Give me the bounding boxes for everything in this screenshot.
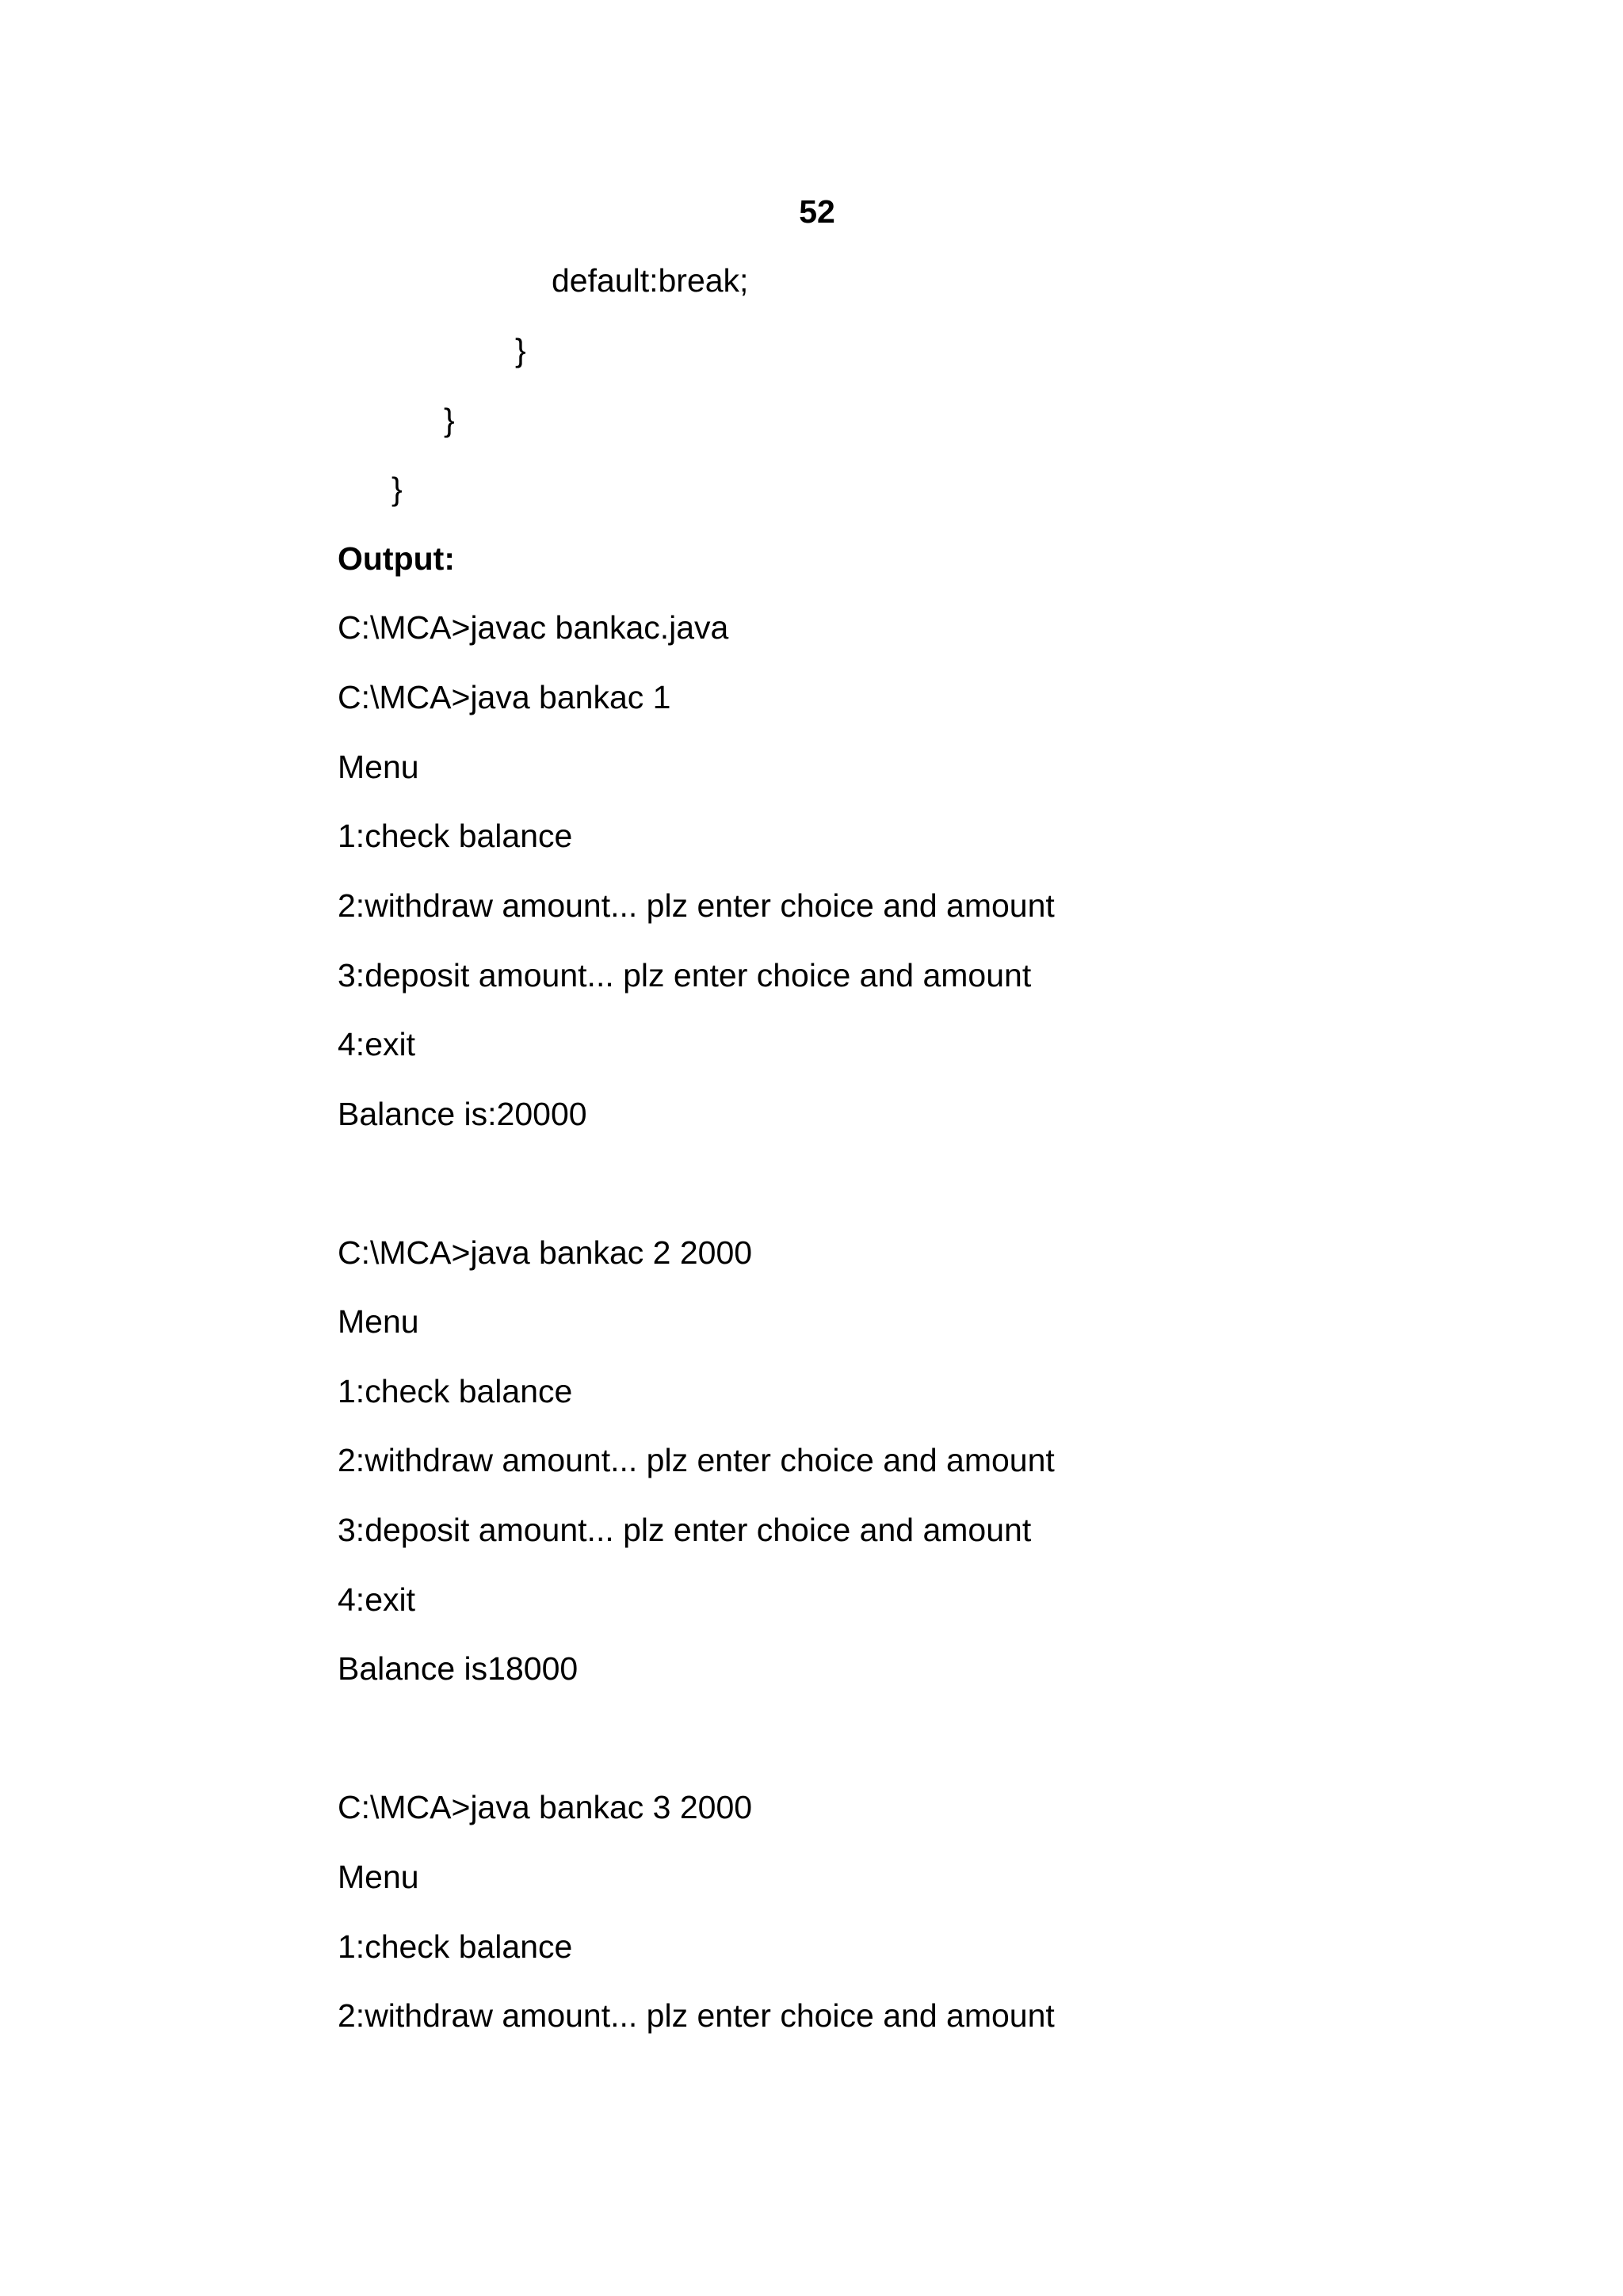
- session1-menu-item-2: 2:withdraw amount... plz enter choice and amount: [338, 887, 1055, 924]
- output-heading: Output:: [338, 540, 455, 577]
- session2-run-command: C:\MCA>java bankac 2 2000: [338, 1234, 753, 1271]
- code-line-closing-brace-method: }: [444, 402, 455, 438]
- session1-menu-item-1: 1:check balance: [338, 818, 573, 854]
- session2-menu-item-4: 4:exit: [338, 1581, 415, 1618]
- session3-menu-title: Menu: [338, 1859, 419, 1895]
- session2-menu-title: Menu: [338, 1303, 419, 1340]
- session3-run-command: C:\MCA>java bankac 3 2000: [338, 1789, 753, 1825]
- session1-compile-command: C:\MCA>javac bankac.java: [338, 609, 729, 646]
- code-line-closing-brace-switch: }: [515, 332, 526, 368]
- session1-menu-item-4: 4:exit: [338, 1026, 415, 1062]
- session3-menu-item-1: 1:check balance: [338, 1928, 573, 1965]
- session2-menu-item-3: 3:deposit amount... plz enter choice and amount: [338, 1512, 1032, 1548]
- session1-run-command: C:\MCA>java bankac 1: [338, 679, 671, 715]
- session2-menu-item-1: 1:check balance: [338, 1373, 573, 1409]
- session1-menu-title: Menu: [338, 749, 419, 785]
- session2-menu-item-2: 2:withdraw amount... plz enter choice and amount: [338, 1442, 1055, 1478]
- session2-result: Balance is18000: [338, 1650, 579, 1687]
- session3-menu-item-2: 2:withdraw amount... plz enter choice and amount: [338, 1997, 1055, 2034]
- page-number: 52: [799, 193, 835, 230]
- session1-result: Balance is:20000: [338, 1096, 587, 1132]
- code-line-closing-brace-class: }: [391, 471, 403, 507]
- session1-menu-item-3: 3:deposit amount... plz enter choice and amount: [338, 957, 1032, 994]
- code-line-default-break: default:break;: [552, 262, 749, 299]
